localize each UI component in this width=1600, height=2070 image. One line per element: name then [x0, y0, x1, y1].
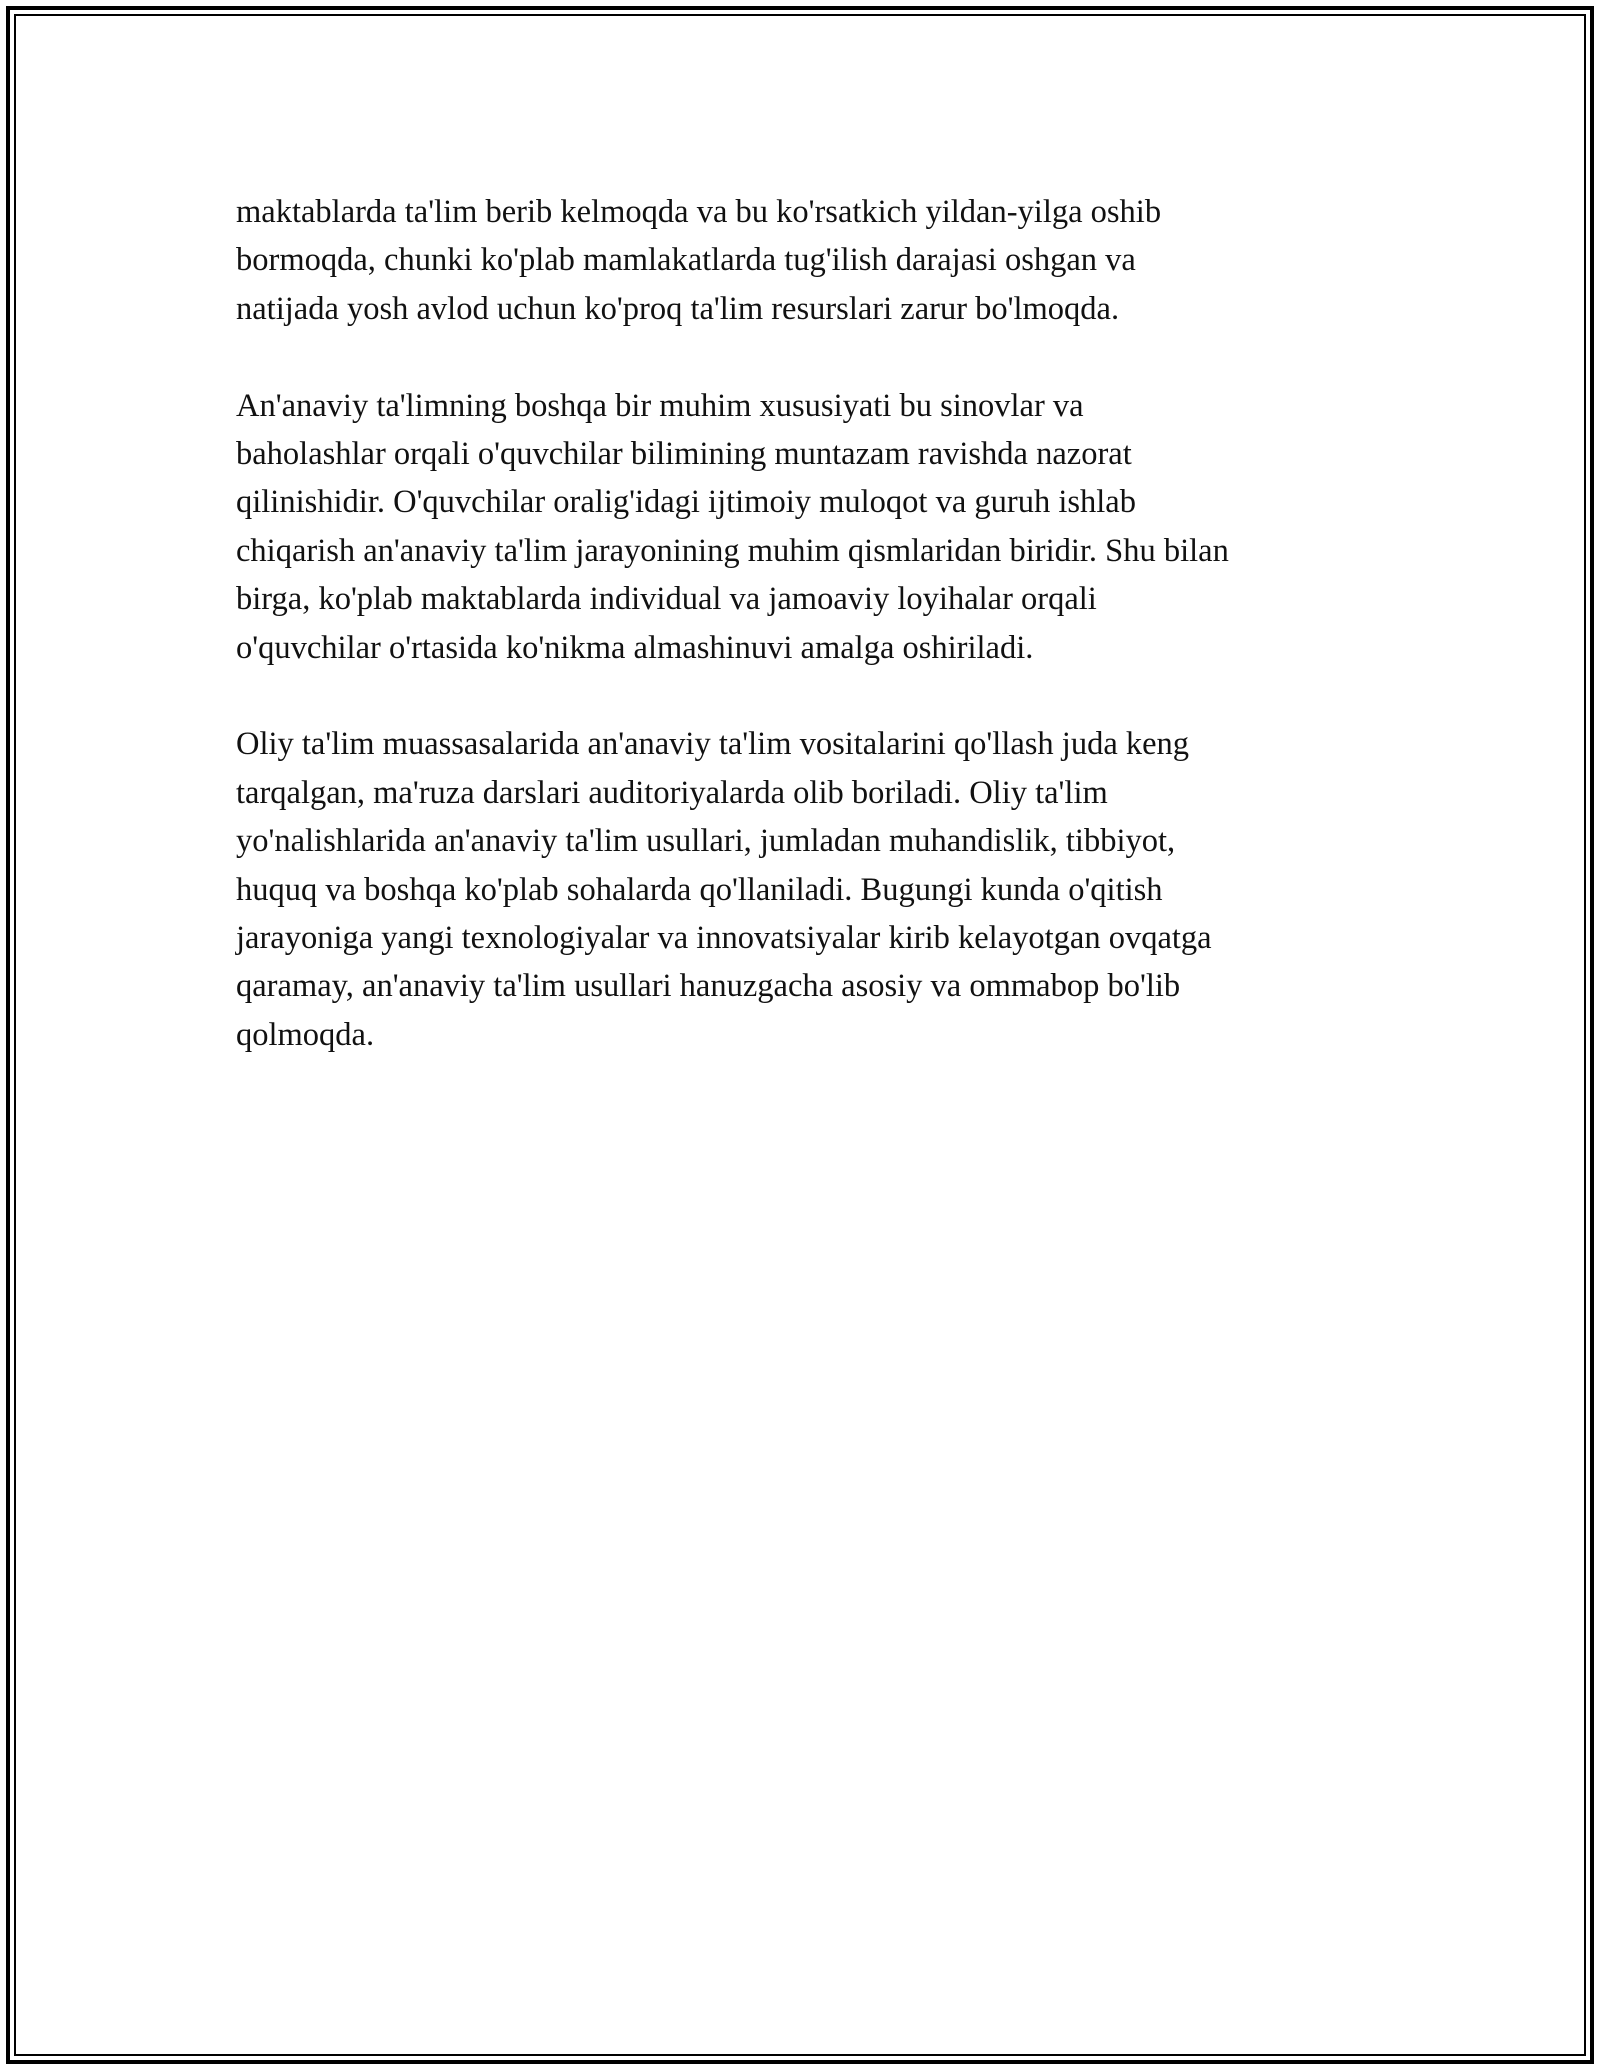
text-line: natijada yosh avlod uchun ko'proq ta'lim resurslari zarur bo'lmoqda. — [236, 290, 1120, 327]
text-line: Oliy ta'lim muassasalarida an'anaviy ta'lim vositalarini qo'llash juda keng — [236, 726, 1190, 763]
text-line: huquq va boshqa ko'plab sohalarda qo'llaniladi. Bugungi kunda o'qitish — [236, 871, 1163, 908]
text-line: qilinishidir. O'quvchilar oralig'idagi ijtimoiy muloqot va guruh ishlab — [236, 484, 1136, 521]
document-body — [236, 188, 1366, 1108]
text-line: chiqarish an'anaviy ta'lim jarayonining muhim qismlaridan biridir. Shu bilan — [236, 532, 1229, 569]
paragraph-2 — [236, 382, 1366, 672]
text-line: An'anaviy ta'limning boshqa bir muhim xususiyati bu sinovlar va — [236, 387, 1084, 424]
text-line: birga, ko'plab maktablarda individual va jamoaviy loyihalar orqali — [236, 581, 1097, 618]
text-line: tarqalgan, ma'ruza darslari auditoriyalarda olib boriladi. Oliy ta'lim — [236, 774, 1108, 811]
text-line: yo'nalishlarida an'anaviy ta'lim usullari, jumladan muhandislik, tibbiyot, — [236, 823, 1176, 860]
text-line: qaramay, an'anaviy ta'lim usullari hanuzgacha asosiy va ommabop bo'lib — [236, 968, 1181, 1005]
text-line: bormoqda, chunki ko'plab mamlakatlarda tug'ilish darajasi oshgan va — [236, 242, 1136, 279]
text-line: o'quvchilar o'rtasida ko'nikma almashinuvi amalga oshiriladi. — [236, 629, 1034, 666]
text-line: baholashlar orqali o'quvchilar bilimining muntazam ravishda nazorat — [236, 436, 1132, 473]
paragraph-3 — [236, 720, 1366, 1059]
text-line: maktablarda ta'lim berib kelmoqda va bu ko'rsatkich yildan-yilga oshib — [236, 194, 1162, 230]
paragraph-1 — [236, 188, 1366, 333]
text-line: jarayoniga yangi texnologiyalar va innovatsiyalar kirib kelayotgan ovqatga — [236, 920, 1212, 957]
text-line: qolmoqda. — [236, 1016, 375, 1053]
